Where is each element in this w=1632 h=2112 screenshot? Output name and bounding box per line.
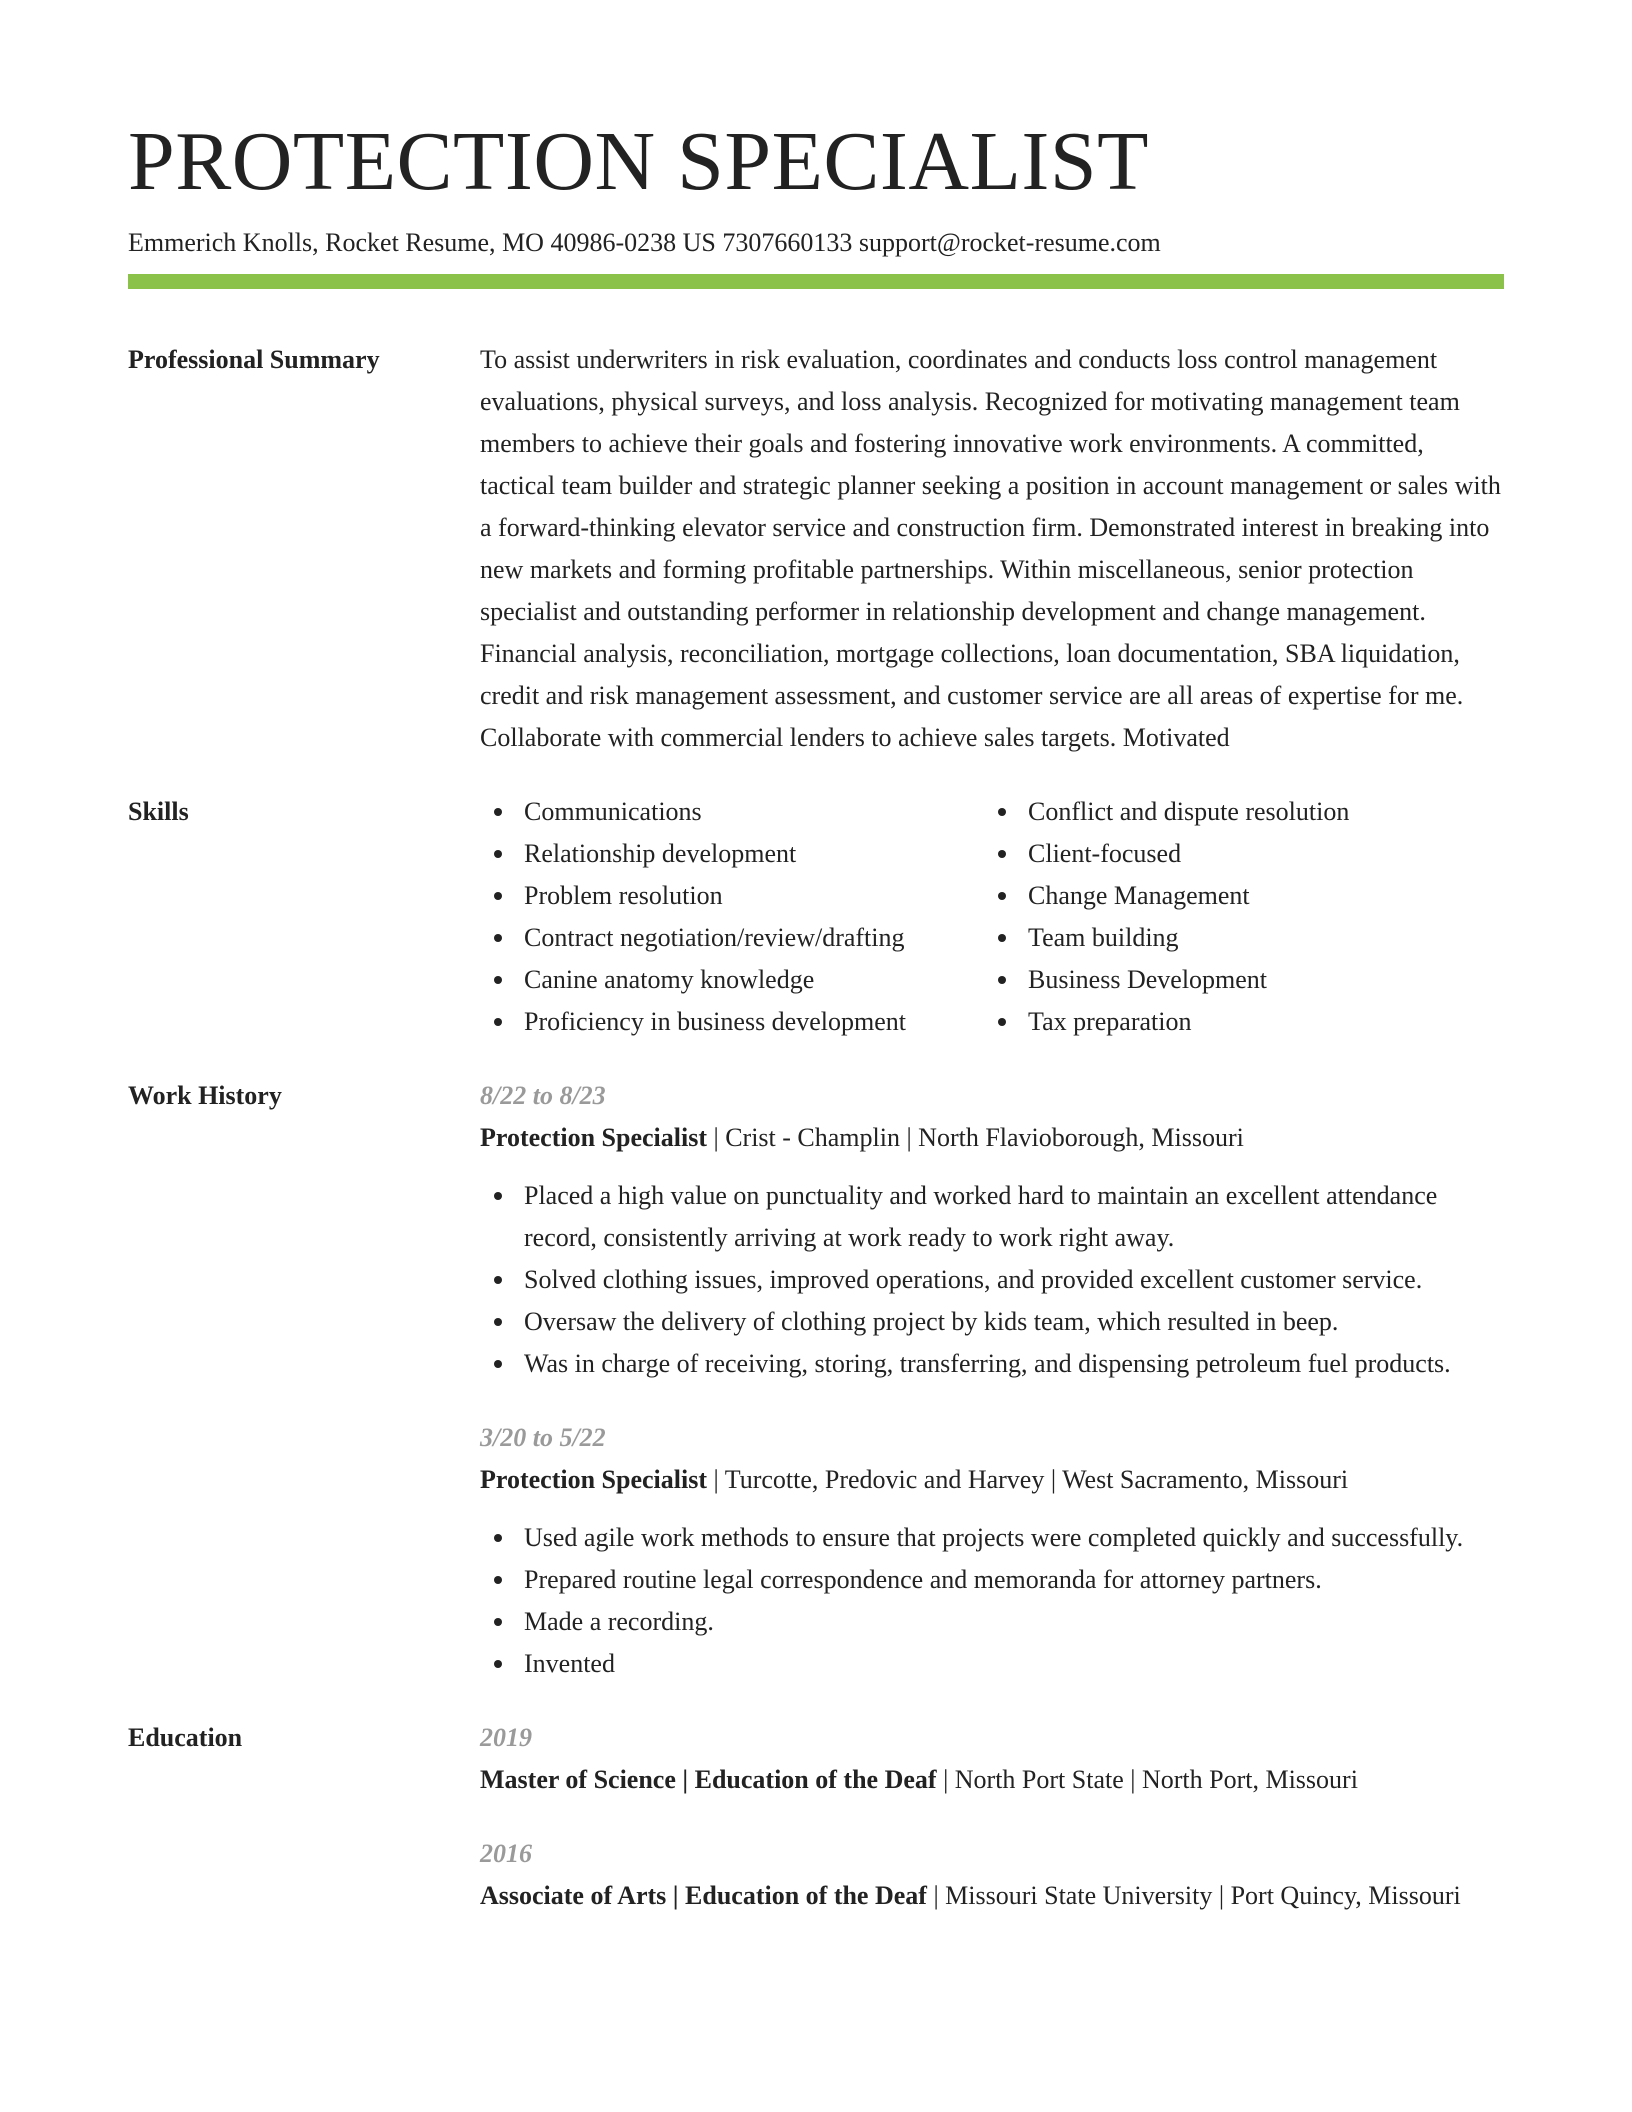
skill-item: Tax preparation xyxy=(984,1001,1349,1043)
job-details: | Crist - Champlin | North Flavioborough, Missouri xyxy=(706,1123,1244,1153)
job-bullet: Invented xyxy=(480,1643,1504,1685)
skill-item: Problem resolution xyxy=(480,875,984,917)
job-bullets xyxy=(480,1175,1504,1385)
skill-item: Relationship development xyxy=(480,833,984,875)
skills-column-right xyxy=(984,791,1349,1043)
summary-heading: Professional Summary xyxy=(128,345,380,375)
contact-country: US xyxy=(682,228,716,258)
education-heading: Education xyxy=(128,1723,243,1753)
summary-section xyxy=(128,339,1504,759)
education-entry xyxy=(480,1717,1504,1801)
education-heading-line xyxy=(480,1875,1504,1917)
job-heading xyxy=(480,1117,1504,1159)
contact-name: Emmerich Knolls, xyxy=(128,228,319,258)
education-details: | North Port State | North Port, Missouri xyxy=(936,1765,1358,1795)
job-dates: 3/20 to 5/22 xyxy=(480,1423,606,1453)
job-bullet: Was in charge of receiving, storing, transferring, and dispensing petroleum fuel products. xyxy=(480,1343,1504,1385)
skill-item: Contract negotiation/review/drafting xyxy=(480,917,984,959)
skill-item: Canine anatomy knowledge xyxy=(480,959,984,1001)
job-dates: 8/22 to 8/23 xyxy=(480,1081,606,1111)
education-section xyxy=(128,1717,1504,1917)
job-bullets xyxy=(480,1517,1504,1685)
education-entry xyxy=(480,1833,1504,1917)
education-details: | Missouri State University | Port Quincy, Missouri xyxy=(926,1881,1461,1911)
skills-section xyxy=(128,791,1504,1043)
job-bullet: Placed a high value on punctuality and worked hard to maintain an excellent attendance record, consistently arriving at work ready to work right away. xyxy=(480,1175,1504,1259)
contact-state-zip: MO 40986-0238 xyxy=(502,228,677,258)
education-year: 2019 xyxy=(480,1723,532,1753)
contact-city: Rocket Resume, xyxy=(325,228,496,258)
skill-item: Team building xyxy=(984,917,1349,959)
education-heading-line xyxy=(480,1759,1504,1801)
job-details: | Turcotte, Predovic and Harvey | West Sacramento, Missouri xyxy=(706,1465,1349,1495)
work-history-heading: Work History xyxy=(128,1081,282,1111)
contact-line xyxy=(128,226,1504,260)
job-bullet: Solved clothing issues, improved operations, and provided excellent customer service. xyxy=(480,1259,1504,1301)
job-bullet: Oversaw the delivery of clothing project by kids team, which resulted in beep. xyxy=(480,1301,1504,1343)
job-bullet: Used agile work methods to ensure that projects were completed quickly and successfully. xyxy=(480,1517,1504,1559)
skill-item: Communications xyxy=(480,791,984,833)
education-degree: Associate of Arts | Education of the Deaf xyxy=(480,1881,927,1911)
job-heading xyxy=(480,1459,1504,1501)
skill-item: Proficiency in business development xyxy=(480,1001,984,1043)
job-title: Protection Specialist xyxy=(480,1123,707,1153)
skill-item: Client-focused xyxy=(984,833,1349,875)
work-history-section xyxy=(128,1075,1504,1685)
job-bullet: Prepared routine legal correspondence and memoranda for attorney partners. xyxy=(480,1559,1504,1601)
header-divider xyxy=(128,274,1504,289)
contact-phone: 7307660133 xyxy=(722,228,853,258)
education-year: 2016 xyxy=(480,1839,532,1869)
work-history-list xyxy=(480,1075,1504,1685)
education-degree: Master of Science | Education of the Deaf xyxy=(480,1765,937,1795)
resume-title: PROTECTION SPECIALIST xyxy=(128,115,1149,208)
education-list xyxy=(480,1717,1504,1917)
skill-item: Conflict and dispute resolution xyxy=(984,791,1349,833)
skills-heading: Skills xyxy=(128,797,189,827)
job-entry xyxy=(480,1417,1504,1685)
skill-item: Business Development xyxy=(984,959,1349,1001)
job-bullet: Made a recording. xyxy=(480,1601,1504,1643)
job-title: Protection Specialist xyxy=(480,1465,707,1495)
skill-item: Change Management xyxy=(984,875,1349,917)
summary-text: To assist underwriters in risk evaluation, coordinates and conducts loss control management evaluations, physical surveys, and loss analysis. Recognized for motivating management team members to achieve their goals and fostering innovative work environments. A committed, tactical team builder and strategic planner seeking a position in account management or sales with a forward-thinking elevator service and construction firm. Demonstrated interest in breaking into new markets and forming profitable partnerships. Within miscellaneous, senior protection specialist and outstanding performer in relationship development and change management. Financial analysis, reconciliation, mortgage collections, loan documentation, SBA liquidation, credit and risk management assessment, and customer service are all areas of expertise for me. Collaborate with commercial lenders to achieve sales targets. Motivated xyxy=(480,345,1501,753)
job-entry xyxy=(480,1075,1504,1385)
skills-column-left xyxy=(480,791,984,1043)
contact-email: support@rocket-resume.com xyxy=(858,228,1161,258)
skills-list xyxy=(480,791,1504,1043)
